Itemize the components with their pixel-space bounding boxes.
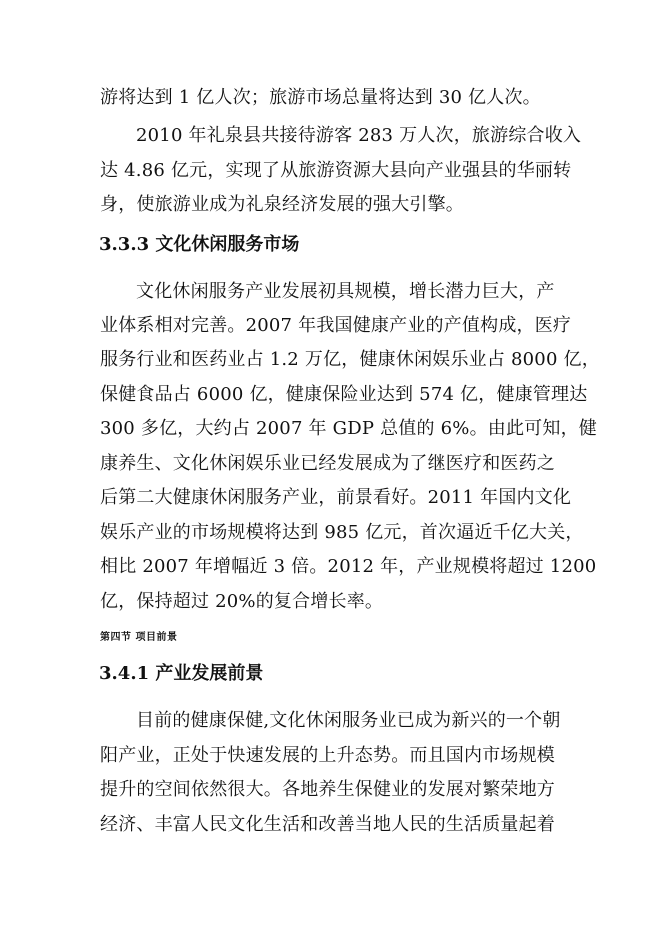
leisure-paragraph-line-4: 保健食品占 6000 亿，健康保险业达到 574 亿，健康管理达 bbox=[100, 384, 588, 405]
leisure-paragraph-line-10: 亿，保持超过 20%的复合增长率。 bbox=[100, 591, 384, 612]
leisure-paragraph-line-7: 后第二大健康休闲服务产业，前景看好。2011 年国内文化 bbox=[100, 487, 572, 508]
section-heading-3-4-1: 3.4.1 产业发展前景 bbox=[99, 663, 264, 684]
prospect-paragraph-line-1: 目前的健康保健,文化休闲服务业已成为新兴的一个朝 bbox=[136, 710, 561, 731]
leisure-paragraph-line-2: 业体系相对完善。2007 年我国健康产业的产值构成，医疗 bbox=[100, 315, 572, 336]
leisure-paragraph-line-3: 服务行业和医药业占 1.2 万亿，健康休闲娱乐业占 8000 亿， bbox=[100, 349, 600, 370]
leisure-paragraph-line-6: 康养生、文化休闲娱乐业已经发展成为了继医疗和医药之 bbox=[100, 453, 555, 474]
section-label-4: 第四节 项目前景 bbox=[100, 632, 178, 643]
paragraph-2010-line-2: 达 4.86 亿元，实现了从旅游资源大县向产业强县的华丽转 bbox=[100, 160, 572, 181]
prospect-paragraph-line-2: 阳产业，正处于快速发展的上升态势。而且国内市场规模 bbox=[100, 745, 555, 766]
section-heading-3-3-3: 3.3.3 文化休闲服务市场 bbox=[99, 234, 300, 255]
tourism-paragraph-line-1: 游将达到 1 亿人次；旅游市场总量将达到 30 亿人次。 bbox=[100, 87, 541, 108]
prospect-paragraph-line-4: 经济、丰富人民文化生活和改善当地人民的生活质量起着 bbox=[100, 814, 555, 835]
leisure-paragraph-line-1: 文化休闲服务产业发展初具规模，增长潜力巨大，产 bbox=[136, 281, 555, 302]
leisure-paragraph-line-8: 娱乐产业的市场规模将达到 985 亿元，首次逼近千亿大关， bbox=[100, 522, 584, 543]
paragraph-2010-line-3: 身，使旅游业成为礼泉经济发展的强大引擎。 bbox=[100, 194, 464, 215]
leisure-paragraph-line-5: 300 多亿，大约占 2007 年 GDP 总值的 6%。由此可知，健 bbox=[100, 418, 597, 439]
leisure-paragraph-line-9: 相比 2007 年增幅近 3 倍。2012 年，产业规模将超过 1200 bbox=[100, 556, 597, 577]
prospect-paragraph-line-3: 提升的空间依然很大。各地养生保健业的发展对繁荣地方 bbox=[100, 779, 555, 800]
paragraph-2010-line-1: 2010 年礼泉县共接待游客 283 万人次，旅游综合收入 bbox=[136, 125, 582, 146]
